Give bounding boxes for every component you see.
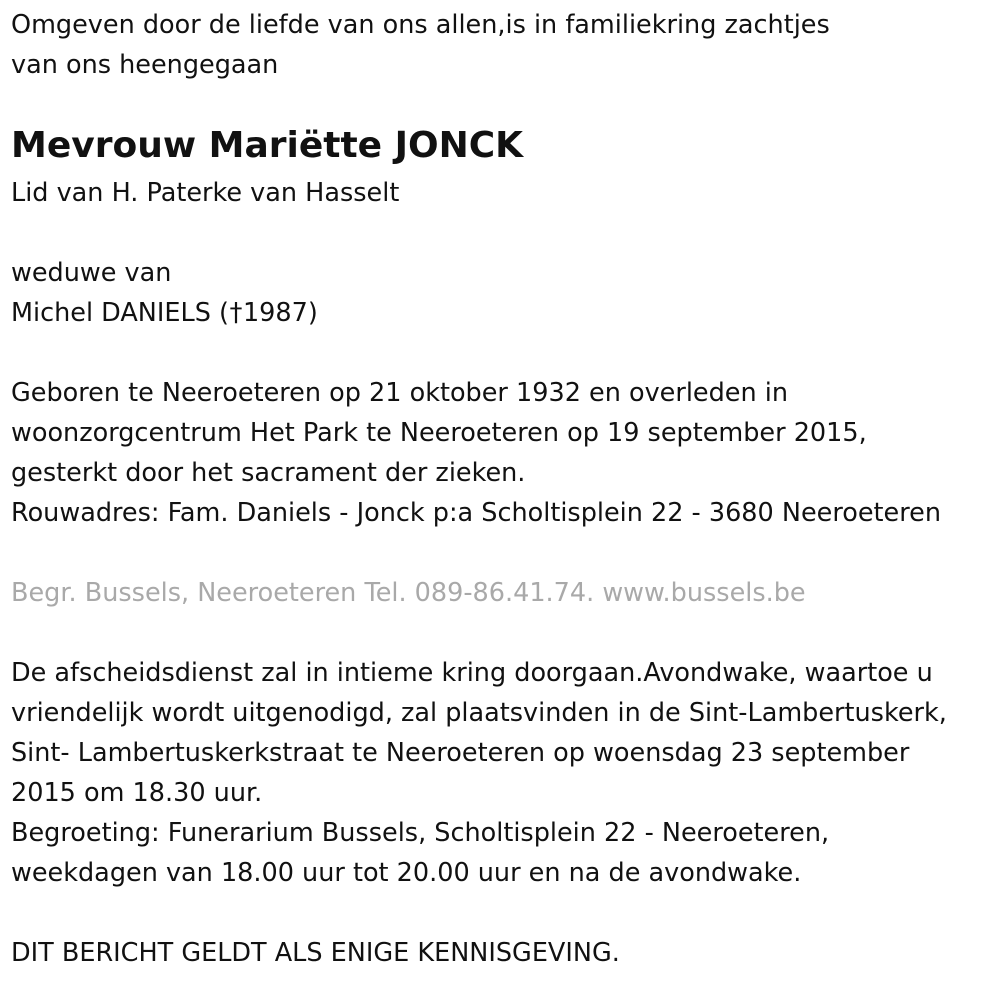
death-year: 1987) — [242, 298, 318, 328]
biography-line-2: woonzorgcentrum Het Park te Neeroeteren op 19 september 2015, — [11, 418, 867, 448]
service-line-4: 2015 om 18.30 uur. — [11, 778, 263, 808]
mourning-address: Rouwadres: Fam. Daniels - Jonck p:a Scholtisplein 22 - 3680 Neeroeteren — [11, 498, 941, 528]
undertaker-info: Begr. Bussels, Neeroeteren Tel. 089-86.41.74. www.bussels.be — [11, 578, 806, 608]
intro-line-2: van ons heengegaan — [11, 50, 279, 80]
biography-line-1: Geboren te Neeroeteren op 21 oktober 1932 en overleden in — [11, 378, 789, 408]
service-line-3: Sint- Lambertuskerkstraat te Neeroeteren op woensdag 23 september — [11, 738, 910, 768]
membership-line: Lid van H. Paterke van Hasselt — [11, 178, 400, 208]
service-line-2: vriendelijk wordt uitgenodigd, zal plaatsvinden in de Sint-Lambertuskerk, — [11, 698, 947, 728]
closing-notice: DIT BERICHT GELDT ALS ENIGE KENNISGEVING. — [11, 938, 620, 968]
spouse-line — [11, 293, 318, 333]
cross-icon: † — [229, 298, 243, 328]
intro-line-1: Omgeven door de liefde van ons allen,is in familiekring zachtjes — [11, 10, 830, 40]
biography-line-3: gesterkt door het sacrament der zieken. — [11, 458, 526, 488]
visitation-line-1: Begroeting: Funerarium Bussels, Scholtisplein 22 - Neeroeteren, — [11, 818, 830, 848]
spouse-name: Michel DANIELS ( — [11, 298, 229, 328]
deceased-name: Mevrouw Mariëtte JONCK — [11, 125, 524, 166]
visitation-line-2: weekdagen van 18.00 uur tot 20.00 uur en na de avondwake. — [11, 858, 802, 888]
service-line-1: De afscheidsdienst zal in intieme kring doorgaan.Avondwake, waartoe u — [11, 658, 933, 688]
widow-label: weduwe van — [11, 258, 172, 288]
